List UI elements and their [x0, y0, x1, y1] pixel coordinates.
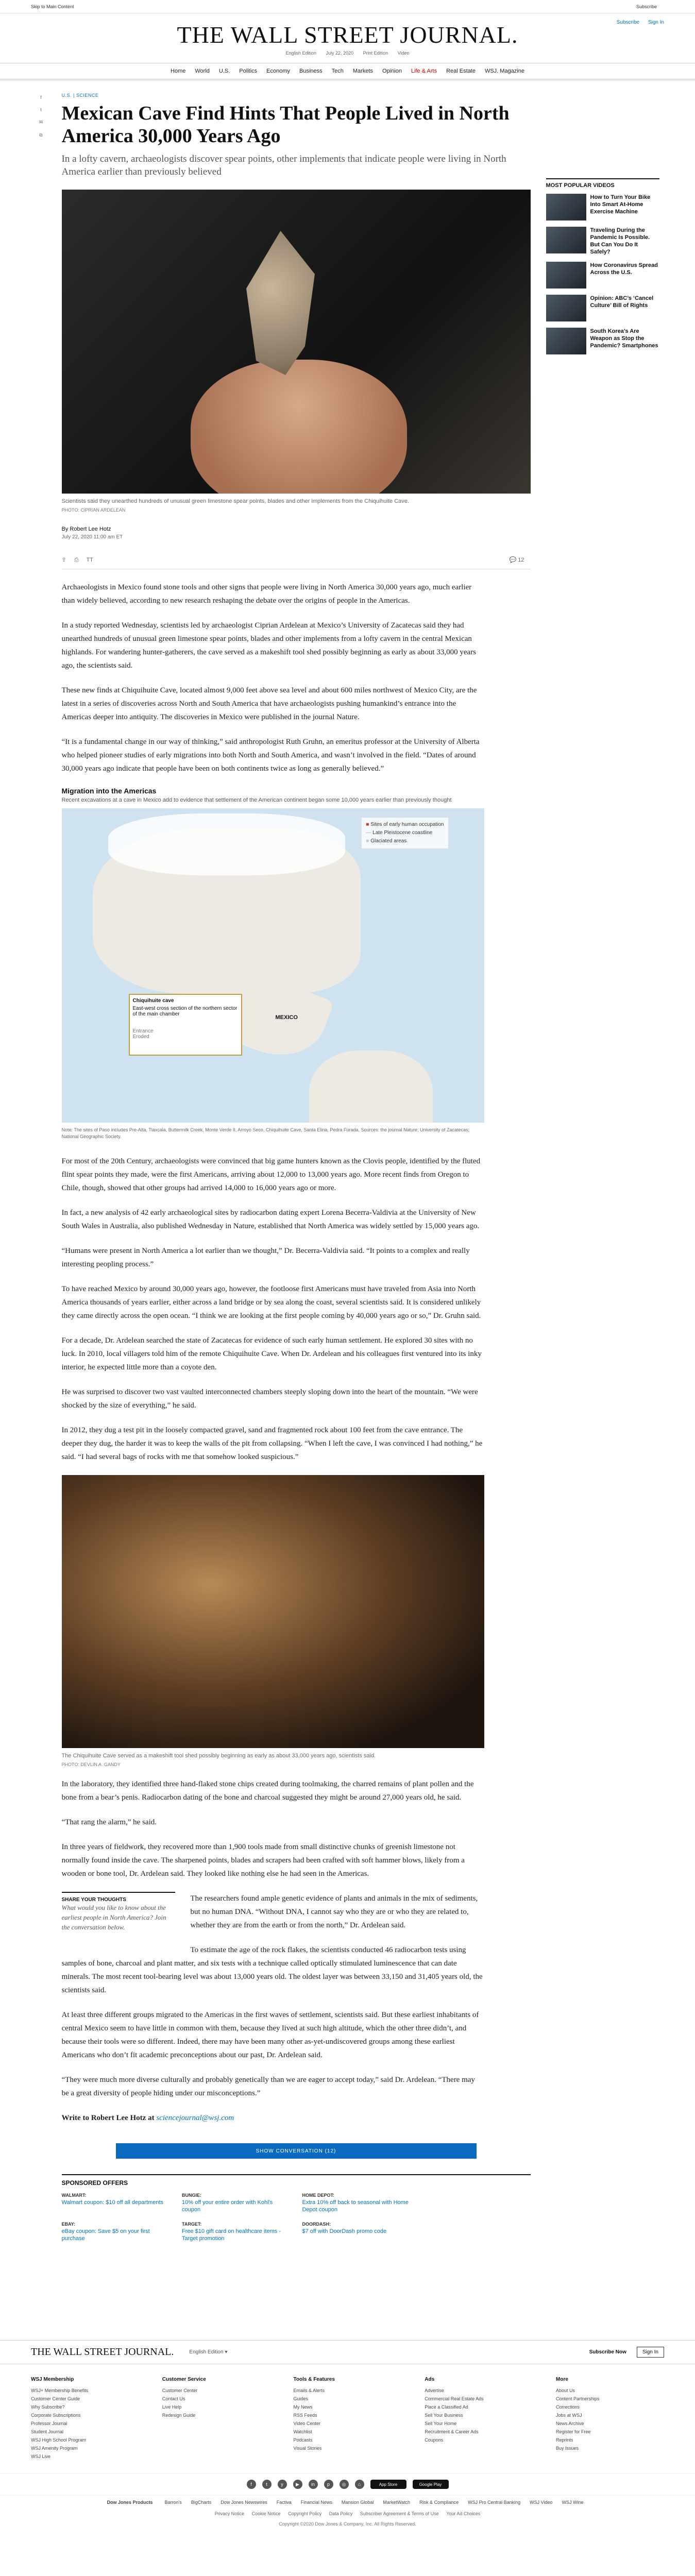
footer-col-customer-service: Customer Service Customer Center Contact Us Live Help Redesign Guide — [162, 2377, 270, 2461]
footer-link[interactable]: Reprints — [556, 2437, 573, 2443]
sponsored-offers — [62, 2174, 531, 2242]
legend-glaciated: ■ Glaciated areas — [366, 838, 407, 844]
paragraph: For a decade, Dr. Ardelean searched the state of Zacatecas for evidence of such early human settlement. He explored 30 sites with no luck. In 2010, local villagers told him of the remote Chiquihuite Cave. When Dr. Ardelean and his colleagues first ventured into its inky interior, he expected little more than a coyote den. — [61, 1336, 482, 1371]
map-legend — [362, 818, 448, 849]
legal-link[interactable]: Cookie Notice — [251, 2511, 281, 2516]
pinterest-icon[interactable]: p — [324, 2480, 333, 2489]
nav-item-home[interactable]: Home — [171, 68, 186, 74]
wsj-logo[interactable]: THE WALL STREET JOURNAL. — [177, 21, 518, 48]
email-share-icon[interactable]: ✉ — [39, 120, 43, 125]
footer-link[interactable]: WSJ Live — [31, 2454, 51, 2459]
nav-item-us[interactable]: U.S. — [218, 68, 230, 74]
paragraph: “They were much more diverse culturally and probably genetically than we are eager to accept today,” said Dr. Ardelean. “There may be a great diversity of people hiding under our misconceptions.” — [61, 2076, 475, 2097]
footer-link[interactable]: WSJ High School Program — [31, 2437, 87, 2443]
top-utility-bar — [0, 0, 695, 13]
map-subtitle: Recent excavations at a cave in Mexico add to evidence that settlement of the American continent began some 10,000 years earlier than previously thought — [61, 797, 452, 803]
facebook-icon[interactable]: f — [247, 2480, 256, 2489]
video-item[interactable]: Opinion: ABC’s ‘Cancel Culture’ Bill of Rights — [546, 295, 659, 321]
product-link[interactable]: Factiva — [276, 2500, 292, 2505]
social-links — [0, 2473, 695, 2495]
hand-shape — [191, 360, 407, 494]
video-thumbnail — [546, 227, 586, 253]
migration-map — [62, 808, 484, 1123]
show-conversation-button[interactable]: SHOW CONVERSATION (12) — [116, 2143, 477, 2159]
google-play-badge[interactable]: Google Play — [413, 2480, 449, 2489]
footer-link[interactable]: Customer Center Guide — [31, 2396, 80, 2401]
paragraph: In a study reported Wednesday, scientists led by archaeologist Ciprian Ardelean at Mexico’s University of Zacatecas said they had unearthed hundreds of unusual green limestone spear points, blades and other implements from a lofty cavern in the central Mexican highlands. For wandering hunter-gatherers, the cave served as a makeshift tool shed possibly beginning as early as about 33,000 years ago, the scientists said. — [61, 621, 476, 670]
footer-link[interactable]: WSJ Amenity Program — [31, 2446, 78, 2451]
comments-count-value: 12 — [518, 557, 524, 563]
copy-link-icon[interactable]: ⧉ — [39, 132, 43, 138]
footer-link[interactable]: Podcasts — [293, 2437, 313, 2443]
glaciated-area — [108, 814, 345, 875]
topbar-subscribe-link[interactable]: Subscribe — [636, 4, 657, 9]
map-title: Migration into the Americas — [61, 787, 157, 795]
product-link[interactable]: Financial News — [300, 2500, 332, 2505]
video-thumbnail — [546, 328, 586, 354]
paragraph: The researchers found ample genetic evidence of plants and animals in the mix of sediments, but no human DNA. “Without DNA, I cannot say who they are or who they are related to, whether they are from the earth or from the north,” Dr. Ardelean said. — [190, 1894, 478, 1929]
footer-top — [0, 2341, 695, 2364]
share-rail — [36, 95, 46, 145]
copyright: Copyright ©2020 Dow Jones & Company, Inc. All Rights Reserved. — [279, 2521, 416, 2527]
footer-link[interactable]: Emails & Alerts — [293, 2388, 325, 2393]
paragraph: These new finds at Chiquihuite Cave, located almost 9,000 feet above sea level and about 600 miles northwest of Mexico City, are the latest in a series of discoveries across North and South America that have archaeologists pushing humankind’s entrance into the Americas deeper into antiquity. The discoveries in Mexico were published in the journal Nature. — [61, 686, 477, 721]
paragraph: To have reached Mexico by around 30,000 years ago, however, the footloose first Americans must have traveled from Asia into North America thousands of years earlier, either across a land bridge or by sea along the coast, several scientists said. It is considered unlikely they came directly across the open ocean. “I think we are looking at the first people coming by 40,000 years ago or so,” Dr. Gruhn said. — [61, 1285, 481, 1320]
article-title: Mexican Cave Find Hints That People Lived in North America 30,000 Years Ago — [61, 103, 510, 147]
paragraph: In three years of fieldwork, they recovered more than 1,900 tools made from small distinctive chunks of greenish limestone not normally found inside the cave. The sharpened points, blades and scrapers had been crafted with soft hammer blows, likely from a wooden or bone tool, Dr. Ardelean said. They looked like nothing else he had seen in the Americas. — [61, 1843, 465, 1878]
footer-link[interactable]: Sell Your Business — [425, 2413, 463, 2418]
rail-title: MOST POPULAR VIDEOS — [546, 178, 659, 189]
offer-item — [422, 2222, 531, 2242]
footer-link[interactable]: Place a Classified Ad — [425, 2404, 468, 2410]
inset-eroded-label: Eroded — [132, 1034, 149, 1040]
footer-link[interactable]: Commercial Real Estate Ads — [425, 2396, 484, 2401]
paragraph: For most of the 20th Century, archaeologists were convinced that big game hunters known as the Clovis people, identified by the fluted flint spear points they made, were the first Americans, arriving about 12,000 to 13,000 years ago. More recent finds from Oregon to Chile, though, showed that other groups had arrived 14,000 to 16,000 years ago or more. — [61, 1157, 481, 1192]
offer-item[interactable]: EBAY: eBay coupon: Save $5 on your first purchase — [61, 2222, 150, 2242]
nav-item-opinion[interactable]: Opinion — [382, 68, 402, 74]
cave-photo-caption: The Chiquihuite Cave served as a makeshift tool shed possibly beginning as early as about 33,000 years ago, scientists said. — [61, 1753, 376, 1759]
footer-link[interactable]: Redesign Guide — [162, 2413, 196, 2418]
sponsored-title: SPONSORED OFFERS — [62, 2174, 531, 2187]
paragraph: In the laboratory, they identified three hand-flaked stone chips created during toolmaking, the charred remains of plant pollen and the bone from a bear’s penis. Radiocarbon dating of the bone and charcoal suggested they might be around 27,000 years old, he said. — [61, 1780, 474, 1802]
author-email-link[interactable]: sciencejournal@wsj.com — [156, 2114, 234, 2122]
print-edition-link[interactable]: Print Edition — [363, 50, 388, 56]
paragraph: “That rang the alarm,” he said. — [61, 1818, 157, 1826]
page-wrap — [31, 80, 665, 2242]
byline[interactable]: By Robert Lee Hotz — [61, 526, 111, 532]
footer-link[interactable]: Live Help — [162, 2404, 182, 2410]
legal-links — [0, 2509, 695, 2518]
footer-link[interactable]: Corporate Subscriptions — [31, 2413, 81, 2418]
map-source: Note: The sites of Paso includes Pre-Alta, Tlaxcala, Buttermilk Creek, Monte Verde II, Arroyo Seco, Chiquihuite Cave, Santa Elina, Pedra Furada. Sources: the journal Nature; University of Zacatecas; National Geographic Society. — [61, 1127, 470, 1139]
legal-link[interactable]: Data Policy — [329, 2511, 353, 2516]
mexico-label: MEXICO — [275, 1014, 298, 1021]
legal-link[interactable]: Subscriber Agreement & Terms of Use — [360, 2511, 439, 2516]
footer-col-tools: Tools & Features Emails & Alerts Guides My News RSS Feeds Video Center Watchlist Podcasts Visual Stories — [294, 2377, 402, 2461]
paragraph: “Humans were present in North America a lot earlier than we thought,” Dr. Becerra-Valdivia said. “It points to a complex and really interesting peopling process.” — [61, 1247, 470, 1268]
video-item[interactable]: How Coronavirus Spread Across the U.S. — [546, 262, 659, 289]
article-body — [62, 581, 484, 2125]
nav-item-life-arts[interactable]: Life & Arts — [411, 68, 437, 74]
footer-link[interactable]: Register for Free — [556, 2429, 591, 2434]
footer-link[interactable]: Advertise — [425, 2388, 444, 2393]
account-links — [609, 20, 664, 25]
paragraph: Archaeologists in Mexico found stone tools and other signs that people were living in North America 30,000 years ago, much earlier than widely believed, according to new research reshaping the debate over the origins of people in the Americas. — [61, 583, 472, 605]
nav-item-wsj-magazine[interactable]: WSJ. Magazine — [484, 68, 524, 74]
product-link[interactable]: WSJ Wine — [562, 2500, 584, 2505]
footer-link[interactable]: Corrections — [556, 2404, 580, 2410]
legend-sites: ■ Sites of early human occupation — [366, 822, 444, 827]
footer-link[interactable]: Watchlist — [293, 2429, 312, 2434]
paragraph: “It is a fundamental change in our way of thinking,” said anthropologist Ruth Gruhn, an emeritus professor at the University of Alberta who helped pioneer studies of early migrations into both North and South America, and wasn’t involved in the field. “Dates of around 30,000 years ago indicate that people have been on both continents twice as long as generally believed.” — [61, 738, 480, 773]
paragraph: At least three different groups migrated to the Americas in the first waves of settlement, scientists said. But these earliest inhabitants of central Mexico seem to have little in common with them, because they lived at such high altitude, which the other three didn’t, and because their tools were so different. Indeed, there may have been many other as-yet-undiscovered groups among these earliest Americans who don’t fit academic preconceptions about our past, Dr. Ardelean said. — [61, 2011, 479, 2059]
cave-photo-credit: PHOTO: DEVLIN A. GANDY — [61, 1762, 121, 1767]
footer-link[interactable]: News Archive — [556, 2421, 584, 2426]
inset-text: East-west cross section of the northern sector of the main chamber — [132, 1006, 238, 1017]
offer-item[interactable]: WALMART: Walmart coupon: $10 off all departments — [61, 2193, 163, 2206]
video-item[interactable]: Traveling During the Pandemic Is Possible. But Can You Do It Safely? — [546, 227, 659, 256]
legal-link[interactable]: Copyright Policy — [288, 2511, 322, 2516]
products-label: Dow Jones Products — [107, 2500, 153, 2505]
footer-link[interactable]: About Us — [556, 2388, 575, 2393]
article-main — [62, 80, 531, 2242]
paragraph: In fact, a new analysis of 42 early archaeological sites by radiocarbon dating expert Lorena Becerra-Valdivia at the University of New South Wales in Australia, also published Wednesday in Nature, established that North America was widely settled by 15,000 years ago. — [61, 1209, 480, 1230]
footer-link[interactable]: Customer Center — [162, 2388, 198, 2393]
video-thumbnail — [546, 295, 586, 321]
video-thumbnail — [546, 262, 586, 289]
footer-col-membership: WSJ Membership WSJ+ Membership Benefits Customer Center Guide Why Subscribe? Corporate Subscriptions Professor Journal Student Journal WSJ High School Program WSJ Amenity Program WSJ Live — [31, 2377, 139, 2461]
hero-caption: Scientists said they unearthed hundreds of unusual green limestone spear points, blades and other implements from the Chiquihuite Cave. — [61, 498, 409, 504]
edition-selector[interactable]: English Edition — [285, 50, 317, 56]
publish-date: July 22, 2020 11:00 am ET — [61, 534, 123, 540]
inset-entrance-label: Entrance — [132, 1028, 154, 1034]
footer-link[interactable]: Student Journal — [31, 2429, 64, 2434]
product-link[interactable]: WSJ Pro Central Banking — [468, 2500, 521, 2505]
share-thoughts-question: What would you like to know about the earliest people in North America? Join the conversation below. — [61, 1904, 166, 1931]
footer-edition-selector[interactable]: English Edition ▾ — [189, 2349, 228, 2355]
nav-item-world[interactable]: World — [195, 68, 210, 74]
footer-link[interactable]: Recruitment & Career Ads — [425, 2429, 479, 2434]
footer-link[interactable]: Buy Issues — [556, 2446, 579, 2451]
spear-point-shape — [232, 231, 330, 375]
footer-link[interactable]: Coupons — [425, 2437, 444, 2443]
share-thoughts-box — [62, 1892, 175, 1943]
footer-link[interactable]: Why Subscribe? — [31, 2404, 65, 2410]
hero-credit: PHOTO: CIPRIAN ARDELEAN — [61, 507, 126, 513]
footer-link[interactable]: My News — [293, 2404, 313, 2410]
current-date: July 22, 2020 — [326, 50, 354, 56]
app-store-badge[interactable]: App Store — [370, 2480, 406, 2489]
nav-item-tech[interactable]: Tech — [331, 68, 344, 74]
hero-image — [62, 190, 531, 494]
footer-link[interactable]: Sell Your Home — [425, 2421, 457, 2426]
paragraph: To estimate the age of the rock flakes, the scientists conducted 46 radiocarbon tests using samples of bone, charcoal and plant matter, and six tests with a technique called optically stimulated luminescence that can date minerals. The most recent tool-bearing level was about 13,000 years old. The oldest layer was between 33,150 and 31,405 years old, the scientists said. — [61, 1946, 483, 1994]
article-tools — [62, 550, 531, 569]
section-nav — [0, 63, 695, 80]
footer-link[interactable]: RSS Feeds — [293, 2413, 317, 2418]
product-link[interactable]: Barron's — [164, 2500, 182, 2505]
site-footer — [0, 2340, 695, 2537]
footer-link[interactable]: Video Center — [293, 2421, 320, 2426]
text-size-icon[interactable]: TT — [86, 557, 93, 563]
dow-jones-products — [0, 2495, 695, 2509]
edition-bar — [281, 50, 413, 56]
linkedin-icon[interactable]: in — [309, 2480, 318, 2489]
cave-inset — [129, 994, 242, 1056]
product-link[interactable]: BigCharts — [191, 2500, 212, 2505]
twitter-icon[interactable]: t — [262, 2480, 272, 2489]
share-thoughts-title: SHARE YOUR THOUGHTS — [61, 1897, 126, 1903]
footer-sign-in-button[interactable]: Sign In — [637, 2347, 664, 2358]
inset-title: Chiquihuite cave — [132, 998, 174, 1004]
product-link[interactable]: Mansion Global — [341, 2500, 374, 2505]
nav-item-business[interactable]: Business — [299, 68, 323, 74]
paragraph: In 2012, they dug a test pit in the loosely compacted gravel, sand and fragmented rock about 100 feet from the cave entrance. The deeper they dug, the harder it was to keep the walls of the pit from collapsing. “When I left the cave, I was convinced I had nothing,” he said. “I had several bags of rocks with me that somehow looked suspicious.” — [61, 1426, 483, 1461]
footer-link[interactable]: Contact Us — [162, 2396, 185, 2401]
offer-item[interactable]: TARGET: Free $10 gift card on healthcare items - Target promotion — [182, 2222, 281, 2242]
masthead — [0, 13, 695, 63]
product-link[interactable]: Risk & Compliance — [419, 2500, 459, 2505]
offer-item — [422, 2193, 531, 2213]
product-link[interactable]: MarketWatch — [383, 2500, 411, 2505]
footer-columns — [0, 2364, 695, 2473]
product-link[interactable]: WSJ Video — [530, 2500, 553, 2505]
product-link[interactable]: Dow Jones Newswires — [221, 2500, 267, 2505]
video-item[interactable]: South Korea’s Are Weapon as Stop the Pandemic? Smartphones — [546, 328, 659, 354]
youtube-icon[interactable]: y — [278, 2480, 287, 2489]
footer-subscribe-link[interactable]: Subscribe Now — [589, 2349, 626, 2355]
footer-col-more: More About Us Content Partnerships Corrections Jobs at WSJ News Archive Register for Free Reprints Buy Issues — [556, 2377, 664, 2461]
south-america-land — [309, 1050, 433, 1123]
comments-count[interactable]: 💬 12 — [509, 557, 524, 563]
footer-link[interactable]: Visual Stories — [293, 2446, 322, 2451]
twitter-share-icon[interactable]: t — [40, 107, 42, 112]
nav-item-politics[interactable]: Politics — [239, 68, 258, 74]
footer-link[interactable]: Jobs at WSJ — [556, 2413, 582, 2418]
cave-photo — [62, 1475, 484, 1748]
article-dek: In a lofty cavern, archaeologists discover spear points, other implements that indicate people were living in North America earlier than previously believed — [61, 154, 506, 177]
video-link[interactable]: Video — [397, 50, 410, 56]
offer-item[interactable]: BUNGIE: 10% off your entire order with Kohl’s coupon — [182, 2193, 273, 2213]
legal-link[interactable]: Your Ad Choices — [446, 2511, 481, 2516]
footer-link[interactable]: Professor Journal — [31, 2421, 67, 2426]
nav-item-real-estate[interactable]: Real Estate — [446, 68, 476, 74]
facebook-share-icon[interactable]: f — [40, 95, 42, 100]
legend-coastline: — Late Pleistocene coastline — [366, 830, 433, 836]
offer-item[interactable]: HOME DEPOT: Extra 10% off back to seasonal with Home Depot coupon — [302, 2193, 409, 2213]
popular-videos-rail — [546, 178, 659, 361]
snapchat-icon[interactable]: ⌂ — [355, 2480, 364, 2489]
write-to: Write to Robert Lee Hotz at sciencejournal@wsj.com — [61, 2114, 234, 2122]
video-item[interactable]: How to Turn Your Bike Into Smart At-Home Exercise Machine — [546, 194, 659, 221]
nav-item-markets[interactable]: Markets — [352, 68, 374, 74]
video-thumbnail — [546, 194, 586, 221]
instagram-icon[interactable]: ◎ — [340, 2480, 349, 2489]
sign-in-link[interactable]: Sign In — [648, 20, 664, 25]
footer-link[interactable]: Guides — [293, 2396, 309, 2401]
sponsored-grid — [62, 2193, 531, 2242]
footer-link[interactable]: Content Partnerships — [556, 2396, 600, 2401]
footer-logo[interactable]: THE WALL STREET JOURNAL. — [31, 2346, 174, 2358]
nav-item-economy[interactable]: Economy — [266, 68, 290, 74]
subscribe-link[interactable]: Subscribe — [616, 20, 640, 25]
footer-link[interactable]: WSJ+ Membership Benefits — [31, 2388, 89, 2393]
podcast-icon[interactable]: ▶ — [293, 2480, 302, 2489]
offer-item[interactable]: DOORDASH: $7 off with DoorDash promo code — [302, 2222, 387, 2234]
breadcrumb[interactable]: U.S. | SCIENCE — [61, 93, 99, 98]
print-icon[interactable]: ⎙ — [74, 557, 79, 563]
share-icon[interactable]: ⇪ — [61, 557, 66, 563]
legal-link[interactable]: Privacy Notice — [214, 2511, 245, 2516]
skip-link[interactable]: Skip to Main Content — [31, 4, 74, 9]
paragraph: He was surprised to discover two vast vaulted interconnected chambers steeply sloping down into the heart of the mountain. “We were shocked by the size of everything,” he said. — [61, 1388, 478, 1410]
footer-col-ads: Ads Advertise Commercial Real Estate Ads Place a Classified Ad Sell Your Business Sell Your Home Recruitment & Career Ads Coupons — [425, 2377, 533, 2461]
